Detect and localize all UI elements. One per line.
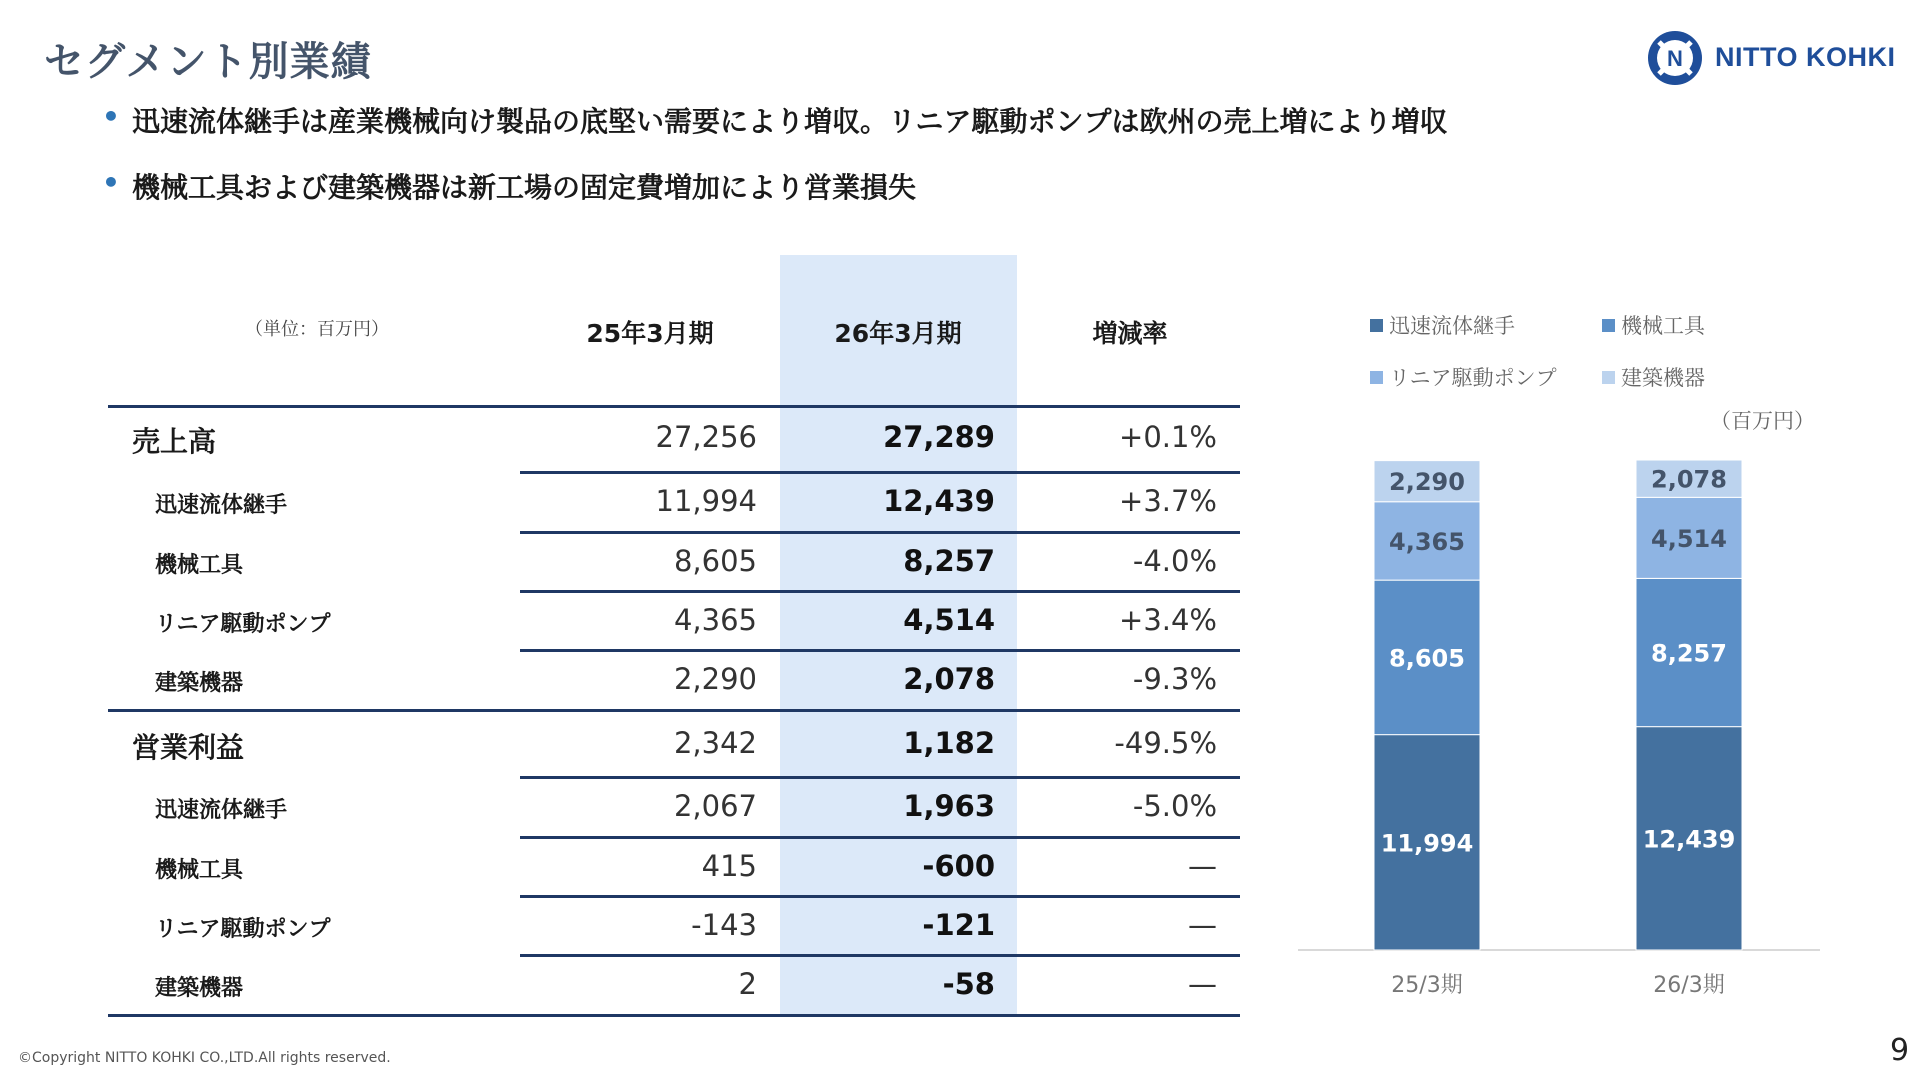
cell-prev-year: 8,605 xyxy=(673,543,757,578)
bullet-item xyxy=(100,166,1447,206)
cell-change-rate: -5.0% xyxy=(1132,789,1217,823)
company-logo xyxy=(1645,28,1895,88)
cell-change-rate: -4.0% xyxy=(1132,543,1217,578)
cell-curr-year: -600 xyxy=(922,848,995,883)
table-rule xyxy=(108,405,1240,408)
cell-prev-year: 11,994 xyxy=(655,484,757,518)
cell-prev-year: 415 xyxy=(701,848,757,883)
cell-curr-year: 4,514 xyxy=(903,602,995,637)
row-label: 建築機器 xyxy=(155,976,244,1001)
table-rule xyxy=(108,1014,1240,1017)
row-label: 売上高 xyxy=(132,425,217,458)
bullet-dot-icon: • xyxy=(102,166,120,199)
bar-value-label: 8,605 xyxy=(1389,644,1465,673)
table-rule xyxy=(520,836,1240,839)
cell-curr-year: 1,963 xyxy=(903,789,995,823)
cell-curr-year: 27,289 xyxy=(883,420,995,454)
row-label: 迅速流体継手 xyxy=(155,798,288,823)
cell-prev-year: 2 xyxy=(738,967,757,1001)
row-label: リニア駆動ポンプ xyxy=(155,611,331,637)
page-title: セグメント別業績 xyxy=(44,39,372,85)
cell-prev-year: 27,256 xyxy=(655,420,757,454)
bar-value-label: 4,365 xyxy=(1389,527,1465,556)
header-change-rate: 増減率 xyxy=(1092,319,1168,348)
bar-value-label: 8,257 xyxy=(1651,639,1727,668)
cell-prev-year: 2,067 xyxy=(673,789,757,823)
cell-change-rate: -9.3% xyxy=(1132,662,1217,696)
bar-value-label: 4,514 xyxy=(1651,524,1727,553)
x-tick-label: 26/3期 xyxy=(1653,973,1725,998)
cell-curr-year: 8,257 xyxy=(903,543,995,578)
row-label: リニア駆動ポンプ xyxy=(155,916,331,942)
row-label: 建築機器 xyxy=(155,671,244,696)
cell-change-rate: +3.7% xyxy=(1119,484,1217,518)
bar-value-label: 2,078 xyxy=(1651,465,1727,494)
header-curr-year: 26年3月期 xyxy=(834,319,962,348)
stacked-bar-chart xyxy=(1290,300,1850,1020)
bar-value-label: 11,994 xyxy=(1380,829,1474,858)
cell-prev-year: 2,290 xyxy=(673,662,757,696)
bar-value-label: 2,290 xyxy=(1389,468,1465,497)
bullet-text: 機械工具および建築機器は新工場の固定費増加により営業損失 xyxy=(132,171,917,204)
row-label: 機械工具 xyxy=(155,552,244,578)
table-rule xyxy=(520,776,1240,779)
cell-prev-year: 2,342 xyxy=(673,725,757,760)
bullet-text: 迅速流体継手は産業機械向け製品の底堅い需要により増収。リニア駆動ポンプは欧州の売上増により増収 xyxy=(132,105,1448,138)
logo-emblem-icon xyxy=(1645,28,1707,88)
bullet-item xyxy=(100,100,1447,140)
svg-text:N: N xyxy=(1667,46,1683,71)
cell-prev-year: -143 xyxy=(691,907,757,942)
table-rule xyxy=(520,649,1240,652)
table-rule xyxy=(520,590,1240,593)
cell-change-rate: +0.1% xyxy=(1119,420,1217,454)
chart-plot xyxy=(1290,300,1850,1020)
legend-label: 機械工具 xyxy=(1621,314,1705,338)
table-rule xyxy=(520,471,1240,474)
table-rule xyxy=(520,895,1240,898)
cell-change-rate: +3.4% xyxy=(1119,602,1217,637)
cell-curr-year: -58 xyxy=(942,967,995,1001)
bullet-dot-icon: • xyxy=(102,100,120,133)
bar-value-label: 12,439 xyxy=(1642,825,1736,854)
row-label: 営業利益 xyxy=(132,730,245,764)
cell-prev-year: 4,365 xyxy=(673,602,757,637)
header-prev-year: 25年3月期 xyxy=(586,319,714,348)
cell-curr-year: 1,182 xyxy=(903,725,995,760)
cell-change-rate: — xyxy=(1188,907,1217,942)
table-rule xyxy=(520,954,1240,957)
bullet-list xyxy=(100,100,1447,232)
table-rule xyxy=(520,531,1240,534)
table-rule xyxy=(108,709,1240,712)
row-label: 機械工具 xyxy=(155,857,244,883)
cell-curr-year: -121 xyxy=(922,907,995,942)
table-unit: （単位：百万円） xyxy=(245,319,389,340)
cell-curr-year: 12,439 xyxy=(883,484,995,518)
cell-change-rate: -49.5% xyxy=(1114,725,1217,760)
cell-change-rate: — xyxy=(1188,848,1217,883)
x-tick-label: 25/3期 xyxy=(1391,973,1463,998)
chart-unit-label: （百万円） xyxy=(1710,409,1815,433)
legend-label: 建築機器 xyxy=(1621,366,1705,390)
logo-text: NITTO KOHKI xyxy=(1715,42,1896,72)
legend-label: 迅速流体継手 xyxy=(1389,314,1515,338)
row-label: 迅速流体継手 xyxy=(155,493,288,518)
page-number: 9 xyxy=(1890,1033,1910,1068)
cell-curr-year: 2,078 xyxy=(903,662,995,696)
copyright-footer: ©Copyright NITTO KOHKI CO.,LTD.All rights reserved. xyxy=(18,1050,391,1066)
legend-label: リニア駆動ポンプ xyxy=(1389,366,1557,390)
cell-change-rate: — xyxy=(1188,967,1217,1001)
